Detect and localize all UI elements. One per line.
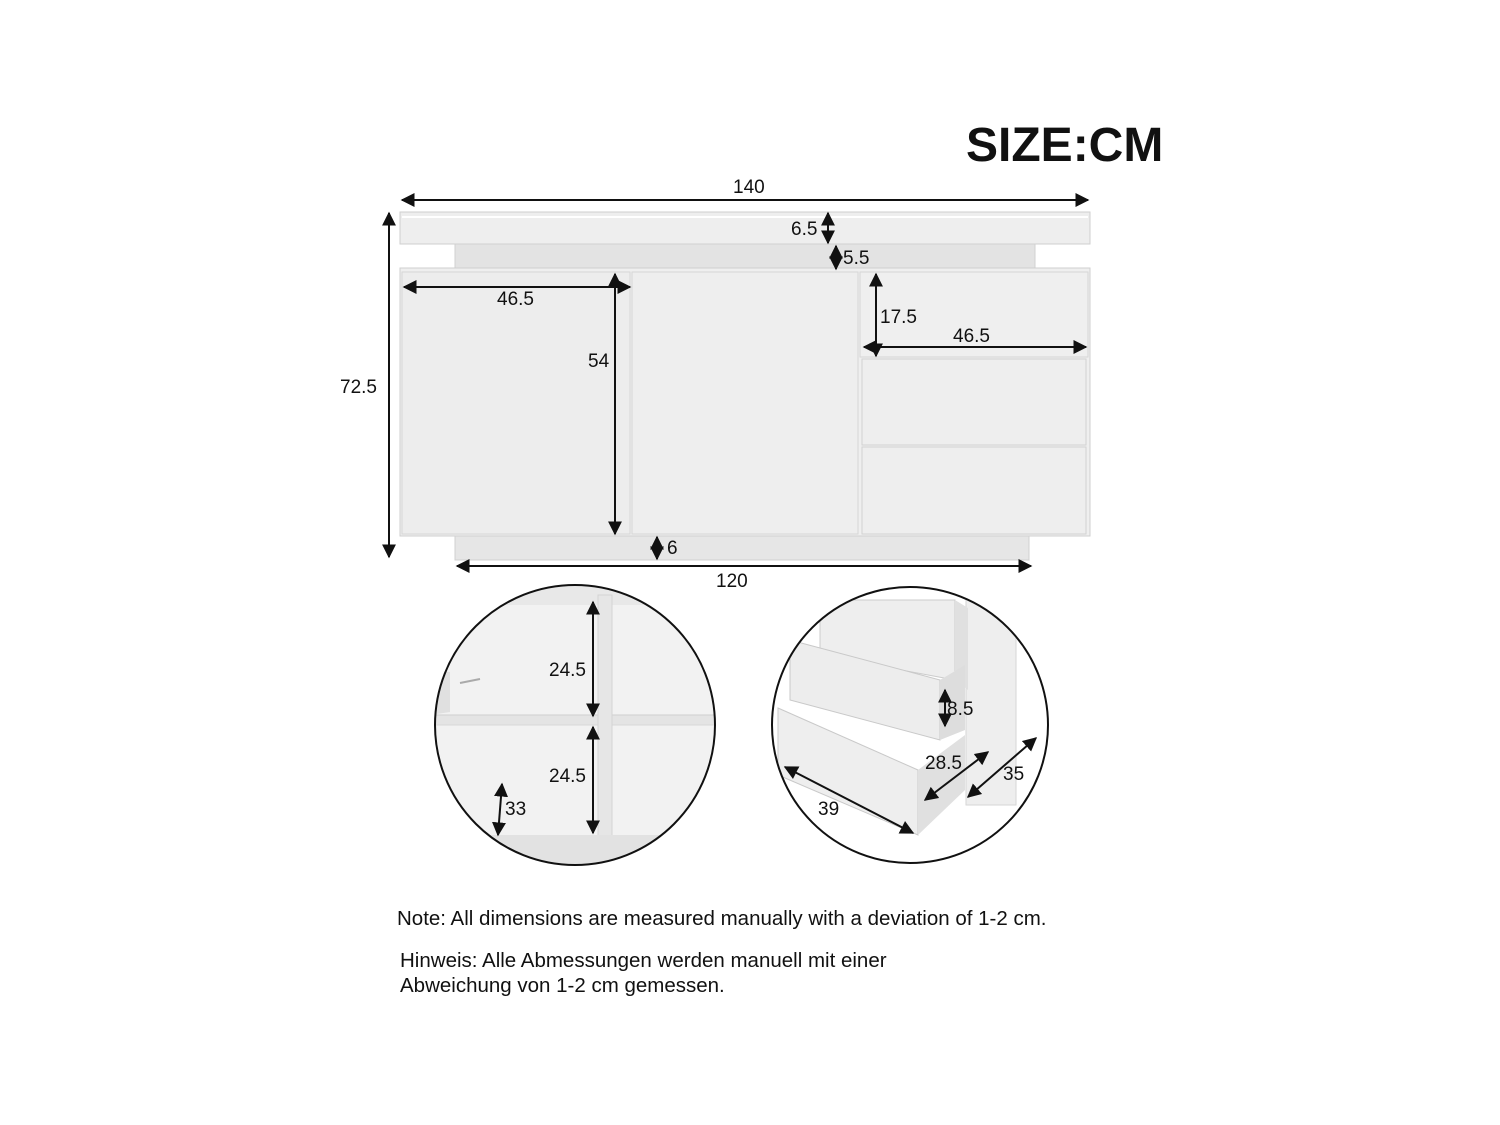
dim-drawer-inner-height: 8.5 — [947, 699, 974, 720]
note-german-line2: Abweichung von 1-2 cm gemessen. — [400, 974, 725, 997]
dim-overall-width: 140 — [733, 177, 765, 198]
dim-shelf-depth: 33 — [505, 799, 527, 820]
note-english: Note: All dimensions are measured manually with a deviation of 1-2 cm. — [397, 907, 1047, 930]
dim-cabinet-depth: 35 — [1003, 764, 1025, 785]
middle-door — [632, 272, 858, 534]
sideboard-front-view — [400, 212, 1090, 560]
size-unit-title: SIZE:CM — [966, 119, 1164, 172]
dim-left-door-width: 46.5 — [497, 289, 534, 310]
dim-top-gap: 5.5 — [843, 248, 870, 269]
interior-shelves-detail — [430, 580, 730, 875]
dim-door-height: 54 — [588, 351, 610, 372]
top-recess — [455, 244, 1035, 268]
note-german-line1: Hinweis: Alle Abmessungen werden manuell mit einer — [400, 949, 887, 972]
middle-drawer — [862, 359, 1086, 445]
plinth-base — [455, 536, 1029, 560]
dim-base-height: 6 — [667, 538, 678, 559]
note-german — [400, 948, 887, 998]
dim-shelf-height-lower: 24.5 — [549, 766, 586, 787]
dim-top-drawer-height: 17.5 — [880, 307, 917, 328]
dim-drawer-width: 46.5 — [953, 326, 990, 347]
left-door — [402, 272, 630, 534]
dim-drawer-front-width: 39 — [818, 799, 840, 820]
dim-base-width: 120 — [716, 571, 748, 592]
dim-shelf-height-upper: 24.5 — [549, 660, 586, 681]
dim-overall-height: 72.5 — [340, 377, 377, 398]
dim-drawer-inner-depth: 28.5 — [925, 753, 962, 774]
dim-top-thickness: 6.5 — [791, 219, 818, 240]
bottom-drawer — [862, 447, 1086, 534]
